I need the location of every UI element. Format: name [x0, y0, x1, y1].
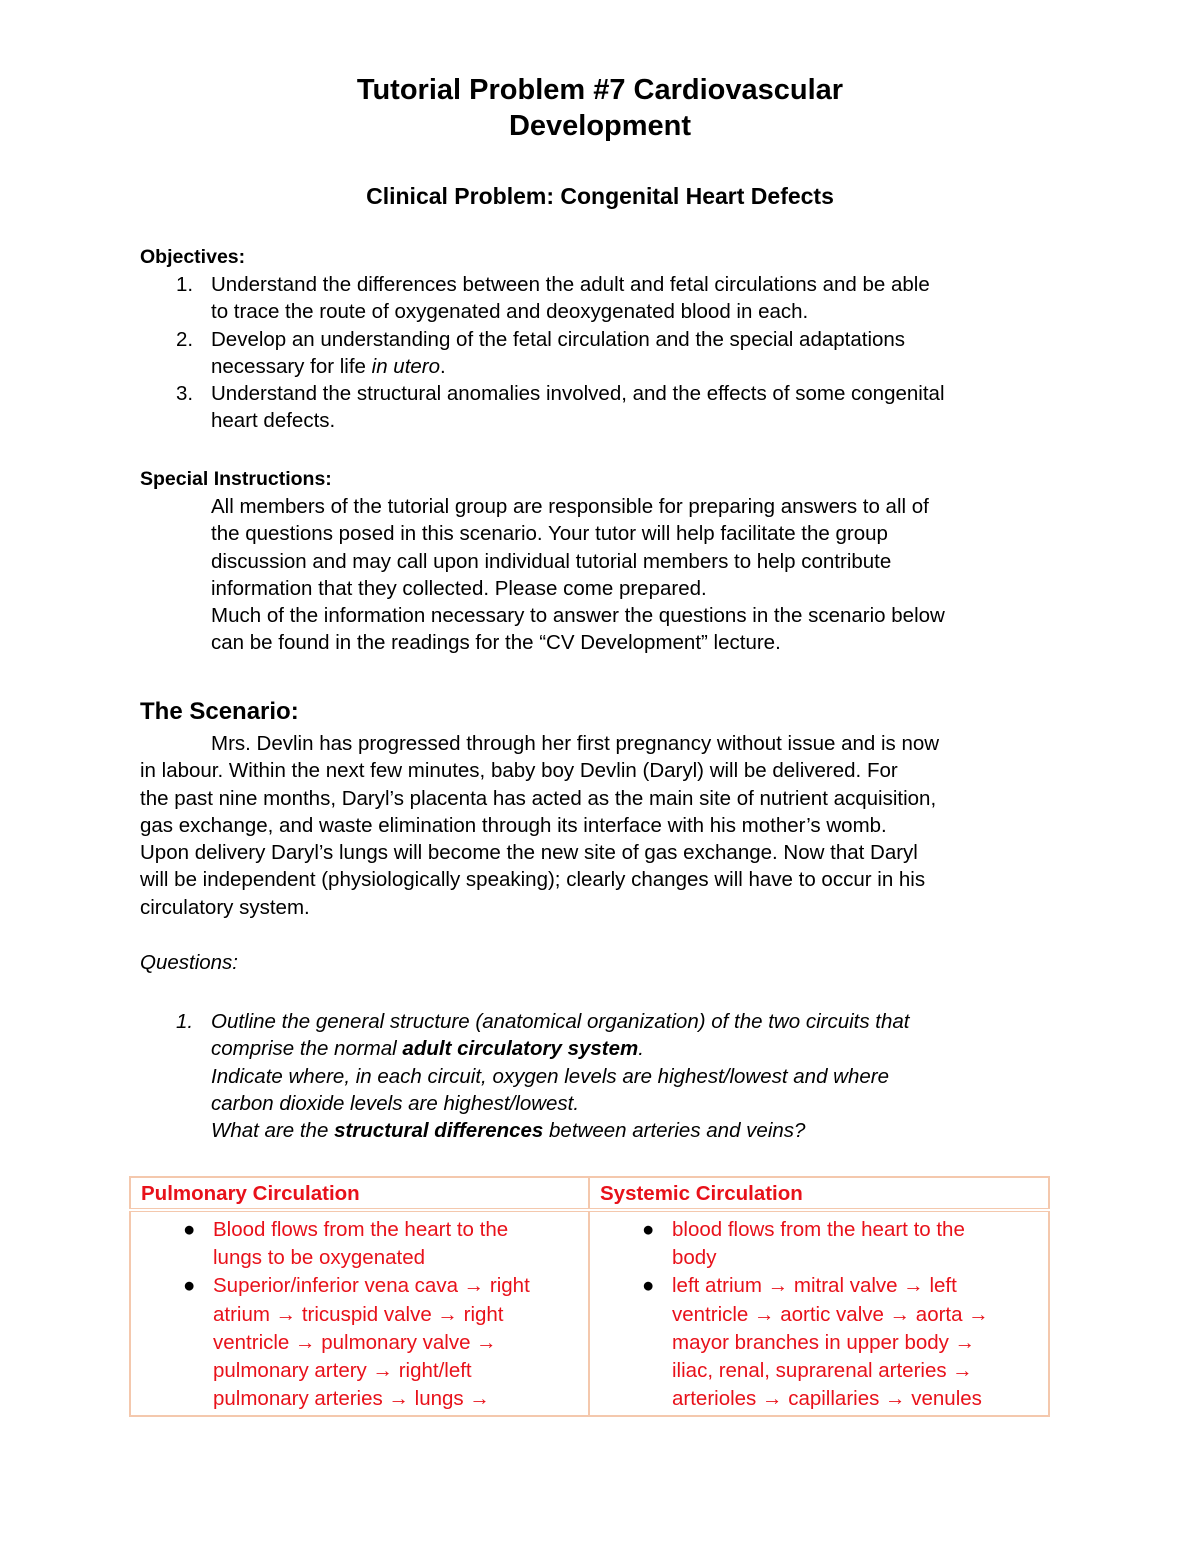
- objective-text: .: [440, 354, 446, 378]
- scenario-line: gas exchange, and waste elimination through its interface with his mother’s womb.: [140, 813, 887, 837]
- objective-number: 1.: [176, 273, 194, 296]
- question-text: .: [638, 1037, 644, 1061]
- bullet-item: [600, 1272, 1040, 1413]
- bullet-line: arterioles → capillaries → venules: [672, 1387, 982, 1411]
- scenario-body: [140, 730, 1080, 921]
- objective-text-line: Develop an understanding of the fetal circulation and the special adaptations: [211, 327, 906, 351]
- instructions-line: discussion and may call upon individual tutorial members to help contribute: [211, 549, 892, 573]
- scenario-heading: The Scenario:: [140, 698, 299, 725]
- objectives-heading: Objectives:: [140, 246, 246, 268]
- bullet-line: iliac, renal, suprarenal arteries →: [672, 1359, 973, 1383]
- question-text: between arteries and veins?: [543, 1119, 806, 1143]
- scenario-line: Upon delivery Daryl’s lungs will become the new site of gas exchange. Now that Daryl: [140, 841, 918, 865]
- bold-term: adult circulatory system: [402, 1037, 639, 1061]
- objectives-list: [140, 271, 1070, 435]
- bullet-line: mayor branches in upper body →: [672, 1330, 976, 1354]
- instructions-line: All members of the tutorial group are responsible for preparing answers to all of: [211, 495, 929, 518]
- instructions-line: the questions posed in this scenario. Your tutor will help facilitate the group: [211, 522, 888, 546]
- question-line: Outline the general structure (anatomical organization) of the two circuits that: [211, 1010, 910, 1033]
- bullet-line: Blood flows from the heart to the: [213, 1218, 509, 1241]
- bullet-item: [141, 1216, 580, 1272]
- question-line: Indicate where, in each circuit, oxygen levels are highest/lowest and where: [211, 1064, 890, 1088]
- document-title: [0, 72, 1200, 144]
- bullet-item: [141, 1272, 580, 1413]
- bullet-icon: ●: [183, 1274, 196, 1298]
- document-subtitle: Clinical Problem: Congenital Heart Defects: [366, 183, 834, 209]
- objective-item-3: [140, 380, 1070, 435]
- objective-text-line: Understand the differences between the adult and fetal circulations and be able: [211, 273, 930, 296]
- bullet-line: left atrium → mitral valve → left: [672, 1274, 957, 1298]
- instructions-body: [211, 493, 1091, 657]
- scenario-line: will be independent (physiologically speaking); clearly changes will have to occur in his: [140, 868, 926, 892]
- question-item-1: [140, 1008, 1070, 1144]
- bullet-line: Superior/inferior vena cava → right: [213, 1274, 530, 1298]
- objective-text-line: to trace the route of oxygenated and deoxygenated blood in each.: [211, 300, 809, 324]
- bullet-line: lungs to be oxygenated: [213, 1246, 425, 1270]
- objective-text-line: heart defects.: [211, 409, 336, 433]
- objective-text: necessary for life: [211, 354, 372, 378]
- scenario-line: in labour. Within the next few minutes, baby boy Devlin (Daryl) will be delivered. For: [140, 759, 898, 783]
- bold-term: structural differences: [334, 1119, 544, 1143]
- objective-number: 3.: [176, 382, 194, 406]
- instructions-heading: Special Instructions:: [140, 468, 332, 490]
- systemic-header: Systemic Circulation: [589, 1177, 1049, 1210]
- table-header-row: [130, 1177, 1049, 1210]
- instructions-line: Much of the information necessary to answer the questions in the scenario below: [211, 604, 945, 628]
- bullet-item: [600, 1216, 1040, 1272]
- bullet-icon: ●: [183, 1218, 196, 1241]
- bullet-line: atrium → tricuspid valve → right: [213, 1302, 504, 1326]
- bullet-icon: ●: [642, 1218, 655, 1241]
- bullet-line: body: [672, 1246, 717, 1270]
- objective-item-2: [140, 326, 1070, 381]
- objective-number: 2.: [176, 327, 194, 351]
- questions-label: Questions:: [140, 951, 238, 974]
- instructions-line: can be found in the readings for the “CV Development” lecture.: [211, 631, 781, 655]
- scenario-line: Mrs. Devlin has progressed through her first pregnancy without issue and is now: [211, 732, 940, 755]
- scenario-line: the past nine months, Daryl’s placenta has acted as the main site of nutrient acquisition,: [140, 786, 937, 810]
- objective-item-1: [140, 271, 1070, 326]
- question-number: 1.: [176, 1010, 194, 1033]
- bullet-line: pulmonary artery → right/left: [213, 1359, 472, 1383]
- question-text: comprise the normal: [211, 1037, 403, 1061]
- bullet-line: blood flows from the heart to the: [672, 1218, 965, 1241]
- pulmonary-cell: [130, 1210, 589, 1416]
- title-line-2: Development: [508, 110, 692, 142]
- pulmonary-header: Pulmonary Circulation: [130, 1177, 589, 1210]
- italic-term: in utero: [371, 354, 441, 378]
- objective-text-line: Understand the structural anomalies involved, and the effects of some congenital: [211, 382, 945, 406]
- circulation-table: [129, 1176, 1050, 1417]
- bullet-line: pulmonary arteries → lungs →: [213, 1387, 490, 1411]
- question-line: [211, 1035, 1070, 1062]
- question-list: [140, 1008, 1070, 1144]
- bullet-line: ventricle → aortic valve → aorta →: [672, 1302, 989, 1326]
- bullet-icon: ●: [642, 1274, 655, 1298]
- question-line: carbon dioxide levels are highest/lowest.: [211, 1091, 580, 1115]
- scenario-line: circulatory system.: [140, 895, 310, 919]
- question-line: [211, 1117, 1070, 1144]
- table-row: [130, 1210, 1049, 1416]
- instructions-line: information that they collected. Please come prepared.: [211, 576, 707, 600]
- title-line-1: Tutorial Problem #7 Cardiovascular: [356, 74, 844, 106]
- question-text: What are the: [211, 1119, 335, 1143]
- bullet-line: ventricle → pulmonary valve →: [213, 1330, 497, 1354]
- systemic-cell: [589, 1210, 1049, 1416]
- objective-text-line: [211, 353, 1070, 380]
